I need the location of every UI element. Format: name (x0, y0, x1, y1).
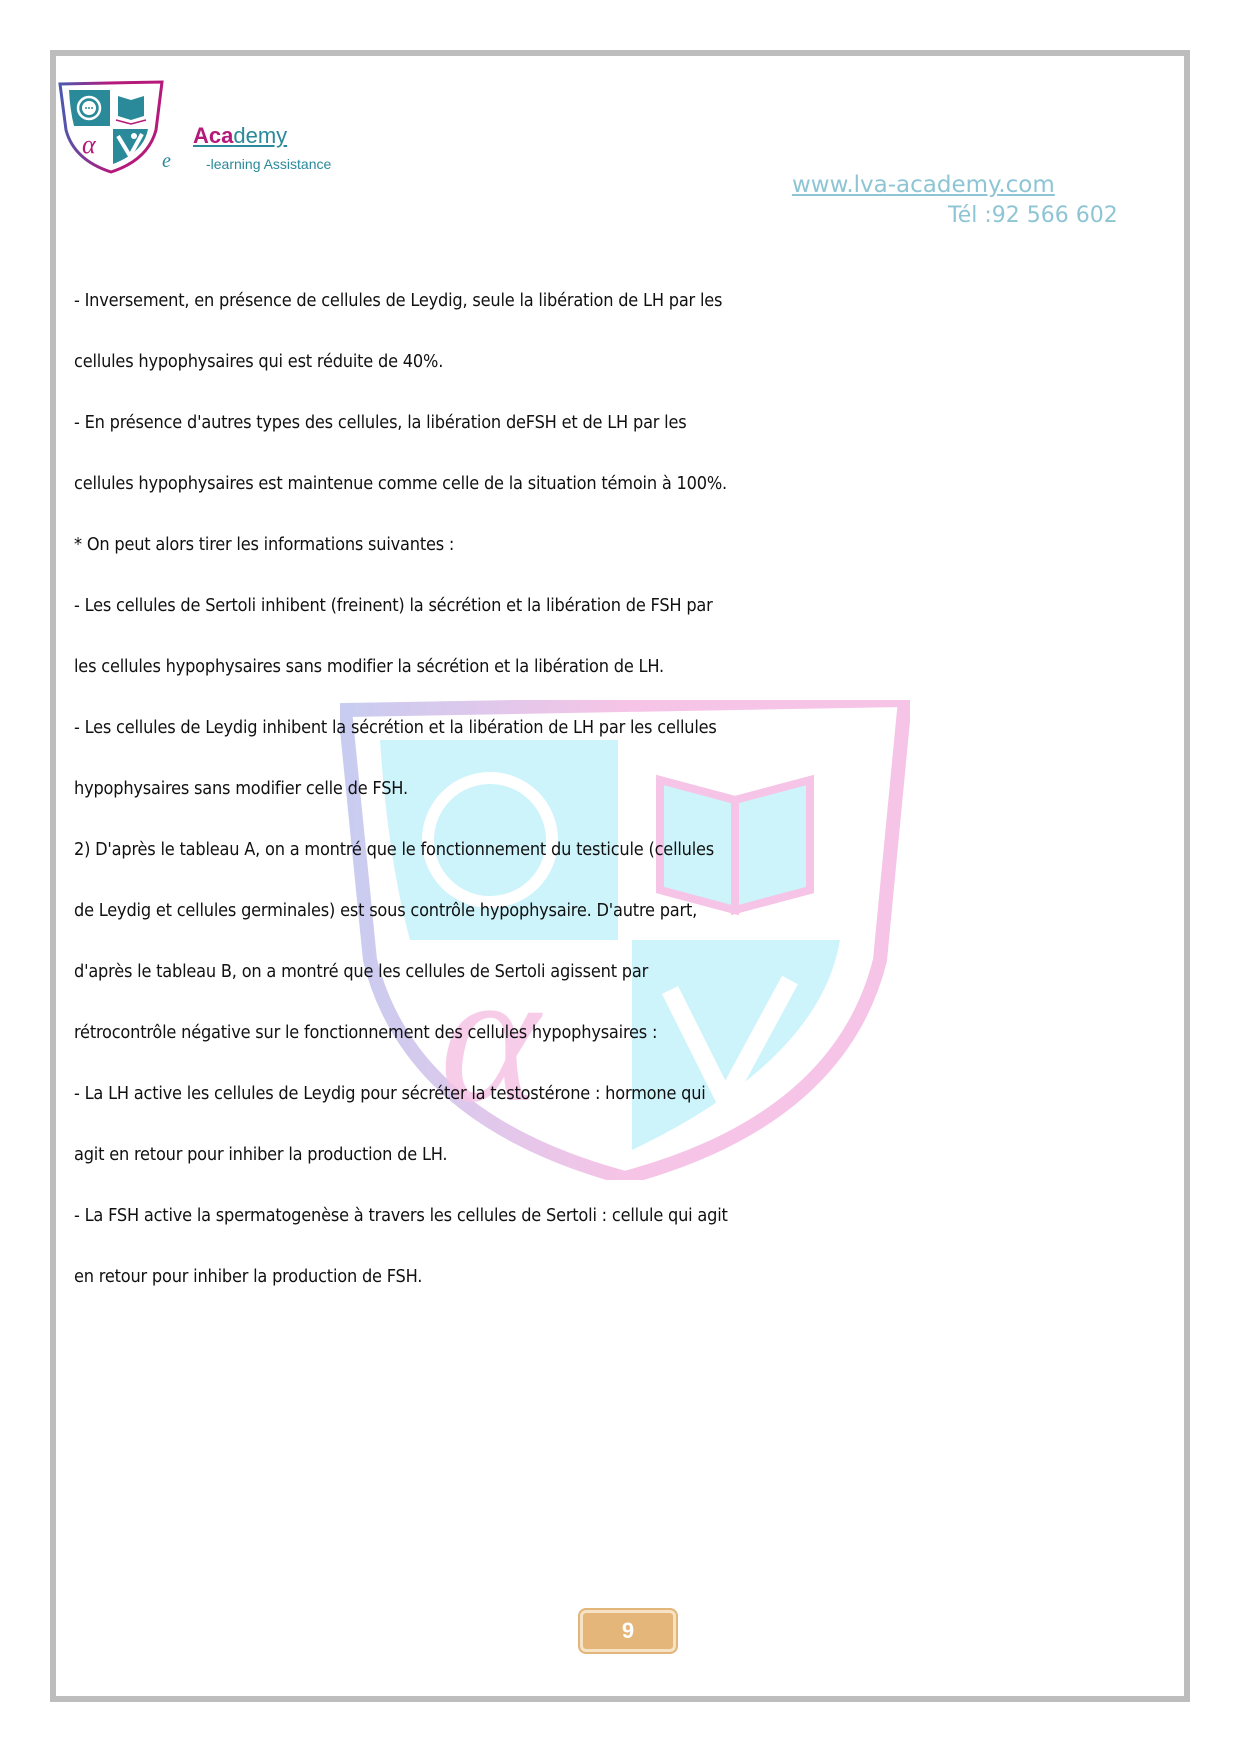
document-body (74, 270, 1184, 1307)
shield-logo-icon (58, 80, 164, 174)
brand-name-part1: Aca (193, 123, 234, 148)
website-link[interactable]: www.lva-academy.com (792, 172, 1055, 198)
brand-name-part2: demy (233, 123, 288, 148)
body-line: en retour pour inhiber la production de FSH. (74, 1266, 423, 1287)
alpha-glyph: α (82, 130, 96, 159)
body-line: d'après le tableau B, on a montré que les cellules de Sertoli agissent par (74, 961, 649, 982)
body-line: - Inversement, en présence de cellules de Leydig, seule la libération de LH par les (74, 290, 723, 311)
body-line: - La FSH active la spermatogenèse à travers les cellules de Sertoli : cellule qui agit (74, 1205, 728, 1226)
body-line: hypophysaires sans modifier celle de FSH. (74, 778, 408, 799)
body-line: cellules hypophysaires qui est réduite de 40%. (74, 351, 444, 372)
body-line: * On peut alors tirer les informations suivantes : (74, 534, 455, 555)
body-line: rétrocontrôle négative sur le fonctionnement des cellules hypophysaires : (74, 1022, 658, 1043)
body-line: - Les cellules de Leydig inhibent la sécrétion et la libération de LH par les cellules (74, 717, 717, 738)
elearning-tagline: -learning Assistance (206, 156, 332, 172)
body-line: de Leydig et cellules germinales) est sous contrôle hypophysaire. D'autre part, (74, 900, 698, 921)
elearning-prefix: e (162, 150, 171, 172)
page-number-badge: 9 (580, 1610, 676, 1652)
body-line: 2) D'après le tableau A, on a montré que le fonctionnement du testicule (cellules (74, 839, 715, 860)
body-line: les cellules hypophysaires sans modifier la sécrétion et la libération de LH. (74, 656, 664, 677)
body-line: cellules hypophysaires est maintenue comme celle de la situation témoin à 100%. (74, 473, 727, 494)
svg-text:α: α (440, 932, 540, 1142)
body-line: - En présence d'autres types des cellules, la libération deFSH et de LH par les (74, 412, 687, 433)
phone-number: Tél :92 566 602 (948, 203, 1118, 228)
body-line: - Les cellules de Sertoli inhibent (freinent) la sécrétion et la libération de FSH par (74, 595, 713, 616)
body-line: - La LH active les cellules de Leydig pour sécréter la testostérone : hormone qui (74, 1083, 706, 1104)
brand-name (193, 123, 287, 149)
body-line: agit en retour pour inhiber la production de LH. (74, 1144, 448, 1165)
